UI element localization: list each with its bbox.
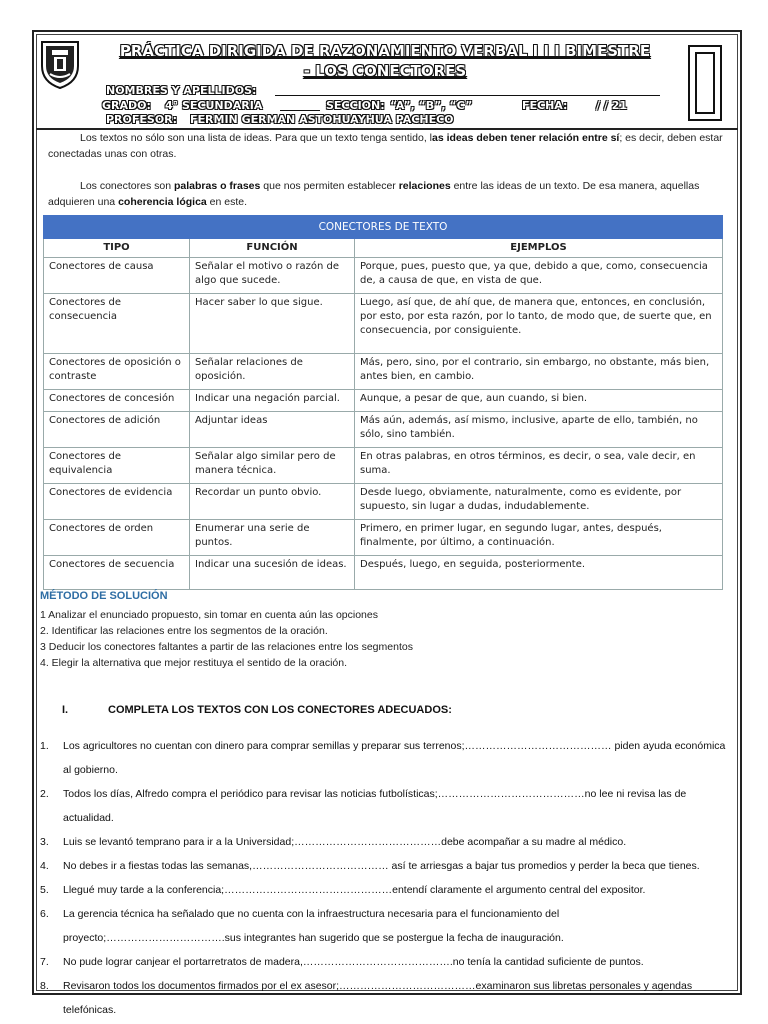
cell-ejemplos: En otras palabras, en otros términos, es decir, o sea, vale decir, en suma.: [355, 448, 723, 484]
intro-paragraph-1: Los textos no sólo son una lista de ideas. Para que un texto tenga sentido, las ideas deben tener relación entre sí; es decir, deben estar conectadas unas con otras.: [48, 132, 723, 160]
list-item: 2. Todos los días, Alfredo compra el periódico para revisar las noticias futbolísticas;……………………………………no lee ni revisa las de actualidad.: [40, 788, 687, 824]
cell-tipo: Conectores de concesión: [44, 390, 190, 412]
fecha-value: / / 21: [596, 99, 628, 112]
cell-ejemplos: Luego, así que, de ahí que, de manera que, entonces, en conclusión, por esto, por esta razón, por lo tanto, de modo que, de suerte que, en consecuencia, por consiguiente.: [355, 294, 723, 354]
table-row: [44, 390, 723, 412]
list-item: 6. La gerencia técnica ha señalado que no cuenta con la infraestructura necesaria para el funcionamiento del proyecto;…………………………….sus integrantes han sugerido que se postergue la fecha de inauguración.: [40, 908, 564, 944]
exercise-text[interactable]: Luis se levantó temprano para ir a la Universidad;……………………………………debe acompañar a su madre al médico.: [63, 836, 627, 848]
grado-value: 4° SECUNDARIA: [165, 99, 263, 112]
list-item: 5. Llegué muy tarde a la conferencia;…………………………………………entendí claramente el argumento central del expositor.: [40, 884, 646, 896]
page-title: PRÁCTICA DIRIGIDA DE RAZONAMIENTO VERBAL I I I BIMESTRE: [119, 42, 651, 60]
exercise-text[interactable]: Todos los días, Alfredo compra el periódico para revisar las noticias futbolísticas;……………………………………no lee ni revisa las de actualidad.: [63, 788, 687, 824]
cell-tipo: Conectores de consecuencia: [44, 294, 190, 354]
cell-ejemplos: Más, pero, sino, por el contrario, sin embargo, no obstante, más bien, antes bien, en cambio.: [355, 354, 723, 390]
exercise-list: [40, 734, 730, 1022]
cell-ejemplos: Aunque, a pesar de que, aun cuando, si bien.: [355, 390, 723, 412]
cell-tipo: Conectores de secuencia: [44, 556, 190, 590]
cell-funcion: Indicar una sucesión de ideas.: [190, 556, 355, 590]
school-logo-icon: [38, 38, 82, 90]
column-header-ejemplos: EJEMPLOS: [355, 239, 723, 258]
seccion-value: “A”, “B”, “C”: [390, 99, 473, 112]
cell-ejemplos: Después, luego, en seguida, posteriormente.: [355, 556, 723, 590]
table-row: [44, 258, 723, 294]
metodo-step: 1 Analizar el enunciado propuesto, sin tomar en cuenta aún las opciones: [40, 609, 378, 621]
cell-funcion: Hacer saber lo que sigue.: [190, 294, 355, 354]
cell-funcion: Enumerar una serie de puntos.: [190, 520, 355, 556]
fecha-label: FECHA:: [522, 99, 568, 112]
cell-tipo: Conectores de adición: [44, 412, 190, 448]
section-heading: [62, 704, 452, 716]
metodo-steps: [40, 607, 413, 671]
table-row: [44, 354, 723, 390]
list-item: 4. No debes ir a fiestas todas las semanas,………………………………… así te arriesgas a bajar tus promedios y perder la beca que tienes.: [40, 860, 700, 872]
cell-ejemplos: Más aún, además, así mismo, inclusive, aparte de ello, también, no sólo, sino también.: [355, 412, 723, 448]
cell-tipo: Conectores de evidencia: [44, 484, 190, 520]
exercise-text[interactable]: Revisaron todos los documentos firmados por el ex asesor;…………………………………examinaron sus libretas personales y agendas telefónicas.: [63, 980, 693, 1016]
cell-tipo: Conectores de orden: [44, 520, 190, 556]
grado-line: [280, 110, 320, 111]
intro-paragraph-2: Los conectores son palabras o frases que nos permiten establecer relaciones entre las ideas de un texto. De esa manera, aquellas adquieren una coherencia lógica en este.: [48, 180, 700, 208]
nombres-field[interactable]: [275, 95, 660, 96]
list-item: 1. Los agricultores no cuentan con dinero para comprar semillas y preparar sus terrenos;…………………………………… piden ayuda económica al gobierno.: [40, 740, 726, 776]
list-item: 7. No pude lograr canjear el portarretratos de madera,…………………………………….no tenía la cantidad suficiente de puntos.: [40, 956, 644, 968]
exercise-text[interactable]: Llegué muy tarde a la conferencia;…………………………………………entendí claramente el argumento central del expositor.: [63, 884, 646, 896]
list-item: 8. Revisaron todos los documentos firmados por el ex asesor;…………………………………examinaron sus libretas personales y agendas telefónicas.: [40, 980, 693, 1016]
grado-label: GRADO:: [102, 99, 151, 112]
table-row: [44, 412, 723, 448]
cell-funcion: Señalar algo similar pero de manera técnica.: [190, 448, 355, 484]
section-number: I.: [62, 704, 69, 716]
grade-box: [688, 45, 722, 121]
exercise-text[interactable]: No pude lograr canjear el portarretratos de madera,…………………………………….no tenía la cantidad suficiente de puntos.: [63, 956, 644, 968]
cell-ejemplos: Desde luego, obviamente, naturalmente, como es evidente, por supuesto, sin lugar a dudas, indudablemente.: [355, 484, 723, 520]
connectors-table: [43, 215, 723, 590]
column-header-funcion: FUNCIÓN: [190, 239, 355, 258]
cell-tipo: Conectores de oposición o contraste: [44, 354, 190, 390]
table-row: [44, 520, 723, 556]
exercise-text[interactable]: La gerencia técnica ha señalado que no cuenta con la infraestructura necesaria para el funcionamiento del proyecto;…………………………….sus integrantes han sugerido que se postergue la fecha de inauguración.: [63, 908, 564, 944]
cell-funcion: Indicar una negación parcial.: [190, 390, 355, 412]
exercise-text[interactable]: No debes ir a fiestas todas las semanas,………………………………… así te arriesgas a bajar tus promedios y perder la beca que tienes.: [63, 860, 700, 872]
column-header-tipo: TIPO: [44, 239, 190, 258]
table-row: [44, 448, 723, 484]
page-subtitle: - LOS CONECTORES: [303, 62, 467, 80]
cell-funcion: Señalar el motivo o razón de algo que sucede.: [190, 258, 355, 294]
list-item: 3. Luis se levantó temprano para ir a la Universidad;……………………………………debe acompañar a su madre al médico.: [40, 836, 627, 848]
section-title: COMPLETA LOS TEXTOS CON LOS CONECTORES ADECUADOS:: [108, 704, 452, 716]
cell-ejemplos: Primero, en primer lugar, en segundo lugar, antes, después, finalmente, por último, a continuación.: [355, 520, 723, 556]
cell-tipo: Conectores de causa: [44, 258, 190, 294]
table-caption: CONECTORES DE TEXTO: [44, 216, 723, 239]
metodo-step: 4. Elegir la alternativa que mejor restituya el sentido de la oración.: [40, 657, 348, 669]
table-row: [44, 484, 723, 520]
cell-funcion: Recordar un punto obvio.: [190, 484, 355, 520]
profesor-label: PROFESOR:: [106, 113, 178, 126]
table-row: [44, 294, 723, 354]
profesor-value: FERMIN GERMAN ASTOHUAYHUA PACHECO: [190, 113, 454, 126]
seccion-label: SECCION:: [326, 99, 385, 112]
cell-funcion: Señalar relaciones de oposición.: [190, 354, 355, 390]
cell-funcion: Adjuntar ideas: [190, 412, 355, 448]
table-row: [44, 556, 723, 590]
metodo-step: 3 Deducir los conectores faltantes a partir de las relaciones entre los segmentos: [40, 641, 413, 653]
metodo-step: 2. Identificar las relaciones entre los segmentos de la oración.: [40, 625, 328, 637]
nombres-label: NOMBRES Y APELLIDOS:: [106, 84, 257, 97]
exercise-text[interactable]: Los agricultores no cuentan con dinero para comprar semillas y preparar sus terrenos;…………………………………… piden ayuda económica al gobierno.: [63, 740, 726, 776]
metodo-title: MÉTODO DE SOLUCIÓN: [40, 590, 168, 602]
cell-tipo: Conectores de equivalencia: [44, 448, 190, 484]
cell-ejemplos: Porque, pues, puesto que, ya que, debido a que, como, consecuencia de, a causa de que, en vista de que.: [355, 258, 723, 294]
